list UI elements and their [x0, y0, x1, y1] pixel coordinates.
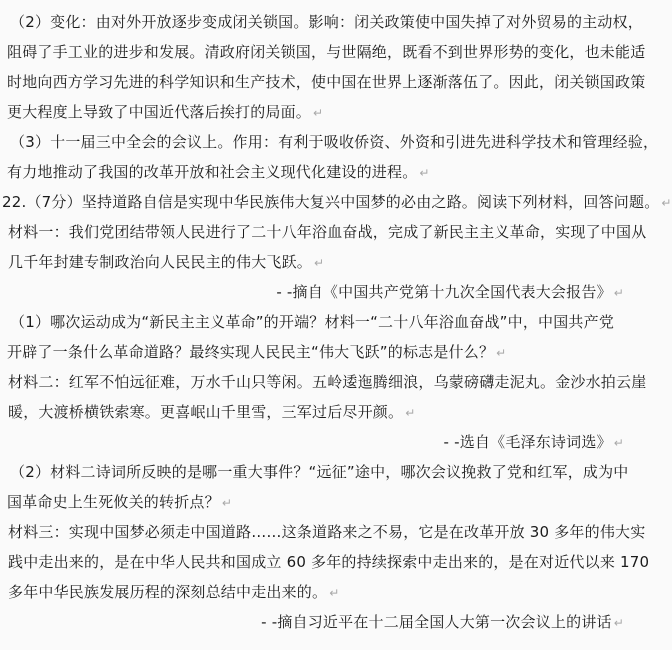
- paragraph-return-mark-icon: ↵: [613, 286, 624, 300]
- paragraph-return-mark-icon: ↵: [329, 586, 340, 600]
- line-text: （2）变化：由对外开放逐步变成闭关锁国。影响：闭关政策使中国失掉了对外贸易的主动权，: [10, 13, 643, 31]
- text-line: [0, 517, 646, 547]
- text-line: [0, 487, 629, 517]
- line-text: 几千年封建专制政治向人民民主的伟大飞跃。: [8, 253, 313, 271]
- line-text: - -选自《毛泽东诗词选》: [443, 433, 612, 451]
- text-line: [0, 457, 629, 487]
- text-line: [0, 547, 650, 577]
- paragraph-return-mark-icon: ↵: [314, 256, 325, 270]
- paragraph-return-mark-icon: ↵: [313, 106, 324, 120]
- text-line: [0, 127, 659, 157]
- paragraph-return-mark-icon: ↵: [613, 436, 624, 450]
- paragraph-return-mark-icon: ↵: [496, 346, 507, 360]
- document-lines: [0, 7, 672, 637]
- line-text: 更大程度上导致了中国近代落后挨打的局面。: [7, 103, 312, 121]
- line-text: 暖，大渡桥横铁索寒。更喜岷山千里雪，三军过后尽开颜。: [8, 403, 404, 421]
- text-line: [0, 7, 643, 37]
- text-line: [0, 247, 629, 277]
- line-text: 阻碍了手工业的进步和发展。清政府闭关锁国，与世隔绝，既看不到世界形势的变化，也未能适: [7, 43, 646, 61]
- paragraph-return-mark-icon: ↵: [613, 616, 624, 630]
- line-text: （2）材料二诗词所反映的是哪一重大事件？“远征”途中，哪次会议挽救了党和红军，成为中: [10, 463, 629, 481]
- line-text: 材料一：我们党团结带领人民进行了二十八年浴血奋战，完成了新民主主义革命，实现了中国从: [8, 223, 647, 241]
- line-text: （3）十一届三中全会的会议上。作用：有利于吸收侨资、外资和引进先进科学技术和管理经验，: [10, 133, 659, 151]
- line-text: （1）哪次运动成为“新民主主义革命”的开端？材料一“二十八年浴血奋战”中，中国共产党: [10, 313, 615, 331]
- line-text: 22.（7分）坚持道路自信是实现中华民族伟大复兴中国梦的必由之路。阅读下列材料，回答问题。: [2, 193, 660, 211]
- text-line: [0, 607, 629, 637]
- line-text: 材料二：红军不怕远征难，万水千山只等闲。五岭逶迤腾细浪，乌蒙磅礴走泥丸。金沙水拍云崖: [8, 373, 647, 391]
- text-line: [0, 37, 646, 67]
- text-line: [0, 427, 629, 457]
- paragraph-return-mark-icon: ↵: [661, 196, 672, 210]
- line-text: 材料三：实现中国梦必须走中国道路……这条道路来之不易，它是在改革开放 30 多年的伟大实: [8, 523, 646, 541]
- text-line: [0, 157, 629, 187]
- text-line: [0, 67, 646, 97]
- line-text: - -摘自习近平在十二届全国人大第一次会议上的讲话: [261, 613, 612, 631]
- text-line: [0, 217, 647, 247]
- line-text: 时地向西方学习先进的科学知识和生产技术，使中国在世界上逐渐落伍了。因此，闭关锁国政策: [7, 73, 646, 91]
- text-line: [0, 577, 629, 607]
- line-text: 开辟了一条什么革命道路？最终实现人民民主“伟大飞跃”的标志是什么？: [7, 343, 495, 361]
- line-text: - -摘自《中国共产党第十九次全国代表大会报告》: [276, 283, 612, 301]
- text-line: [0, 367, 647, 397]
- paragraph-return-mark-icon: ↵: [221, 496, 233, 510]
- paragraph-return-mark-icon: ↵: [405, 406, 416, 420]
- text-line: [0, 187, 672, 217]
- line-text: 践中走出来的，是在中华人民共和国成立 60 多年的持续探索中走出来的，是在对近代以来 170: [8, 553, 650, 571]
- paragraph-return-mark-icon: ↵: [419, 166, 430, 180]
- text-line: [0, 397, 629, 427]
- line-text: 有力地推动了我国的改革开放和社会主义现代化建设的进程。: [7, 163, 418, 181]
- line-text: 国革命史上生死攸关的转折点？: [7, 493, 220, 511]
- text-line: [0, 337, 629, 367]
- text-line: [0, 97, 629, 127]
- text-line: [0, 277, 629, 307]
- line-text: 多年中华民族发展历程的深刻总结中走出来的。: [8, 583, 328, 601]
- text-line: [0, 307, 629, 337]
